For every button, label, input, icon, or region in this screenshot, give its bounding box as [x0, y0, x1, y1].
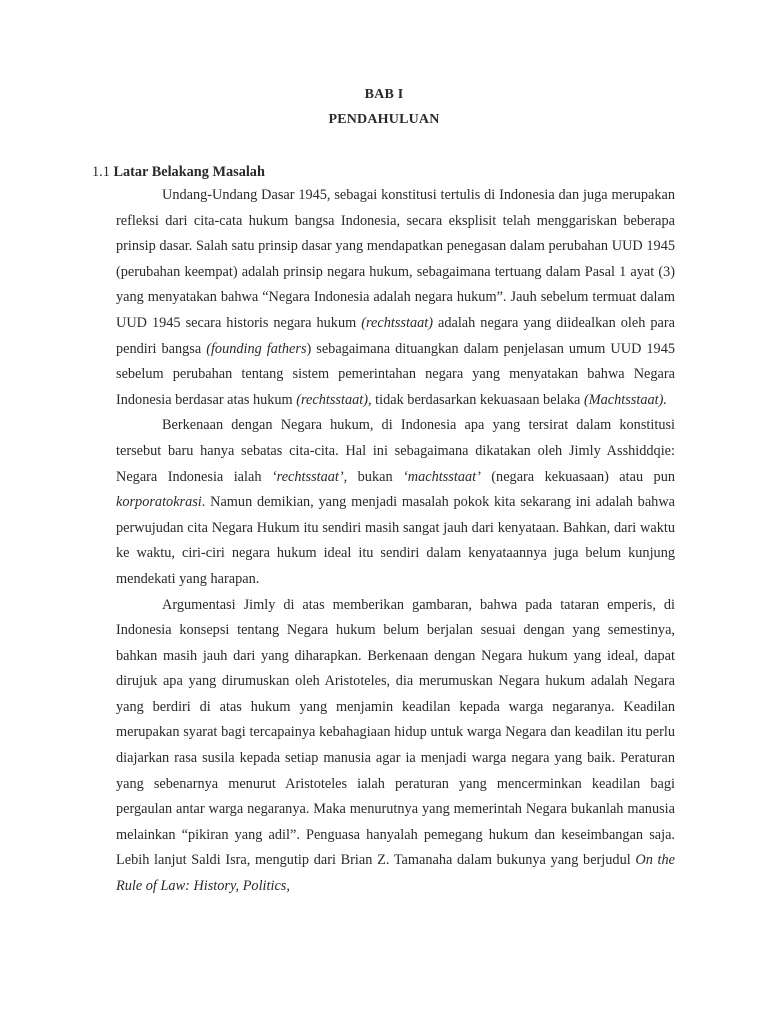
section-number: 1.1	[92, 164, 110, 180]
section-heading	[92, 162, 265, 182]
section-title: Latar Belakang Masalah	[113, 164, 265, 180]
p2-text-2: bukan	[347, 468, 404, 485]
p1-text-2: adalah negara yang diidealkan oleh para pendiri bangsa	[116, 314, 675, 357]
p2-italic-2: ‘machtsstaat’	[403, 468, 481, 485]
p3-italic-1: On the Rule of Law: History, Politics,	[116, 852, 675, 895]
p3-text-1: Argumentasi Jimly di atas memberikan gambaran, bahwa pada tataran emperis, di Indonesia konsepsi tentang Negara hukum belum berjalan sesuai dengan yang semestinya, bahkan masih jauh dari yang diharapkan. Berkenaan dengan Negara hukum yang ideal, dapat dirujuk apa yang dirumuskan oleh Aristoteles, dia merumuskan Negara hukum adalah Negara yang berdiri di atas hukum yang menjamin keadilan kepada warga negaranya. Keadilan merupakan syarat bagi tercapainya kebahagiaan hidup untuk warga Negara dan keadilan itu perlu diajarkan rasa susila kepada setiap manusia agar ia menjadi warga negara yang baik. Peraturan yang sebenarnya menurut Aristoteles ialah peraturan yang mencerminkan keadilan bagi pergaulan antar warga negaranya. Maka menurutnya yang memerintah Negara bukanlah manusia melainkan “pikiran yang adil”. Penguasa hanyalah pemegang hukum dan keseimbangan saja. Lebih lanjut Saldi Isra, mengutip dari Brian Z. Tamanaha dalam bukunya yang berjudul	[116, 596, 675, 869]
p1-text-4: tidak berdasarkan kekuasaan belaka	[371, 391, 584, 408]
p2-italic-3: korporatokrasi	[116, 494, 202, 511]
p1-text-1: Undang-Undang Dasar 1945, sebagai konstitusi tertulis di Indonesia dan juga merupakan refleksi dari cita-cata hukum bangsa Indonesia, secara eksplisit telah menggariskan beberapa prinsip dasar. Salah satu prinsip dasar yang mendapatkan penegasan dalam perubahan UUD 1945 (perubahan keempat) adalah prinsip negara hukum, sebagaimana tertuang dalam Pasal 1 ayat (3) yang menyatakan bahwa “Negara Indonesia adalah negara hukum”. Jauh sebelum termuat dalam UUD 1945 secara historis negara hukum	[116, 187, 675, 331]
p2-text-4: . Namun demikian, yang menjadi masalah pokok kita sekarang ini adalah bahwa perwujudan cita Negara Hukum itu sendiri masih sangat jauh dari kenyataan. Bahkan, dari waktu ke waktu, ciri-ciri negara hukum ideal itu sendiri dalam kenyataannya juga belum kunjung mendekati yang harapan.	[116, 494, 675, 587]
paragraph-1	[116, 183, 675, 413]
p1-italic-1: (rechtsstaat)	[361, 314, 433, 331]
chapter-title: PENDAHULUAN	[328, 112, 440, 127]
p2-italic-1: ‘rechtsstaat’,	[271, 468, 348, 485]
p2-text-1: Berkenaan dengan Negara hukum, di Indonesia apa yang tersirat dalam konstitusi tersebut baru hanya sebatas cita-cita. Hal ini sebagaimana dikatakan oleh Jimly Asshiddqie: Negara Indonesia ialah	[116, 417, 675, 485]
p1-text-3: ) sebagaimana dituangkan dalam penjelasan umum UUD 1945 sebelum perubahan tentang sistem pemerintahan negara yang menyatakan bahwa Negara Indonesia berdasar atas hukum	[116, 340, 675, 408]
p1-italic-4: (Machtsstaat).	[583, 391, 667, 408]
p1-italic-2: (founding fathers	[206, 340, 307, 357]
p2-text-3: (negara kekuasaan) atau pun	[480, 468, 675, 485]
paragraph-2	[116, 413, 675, 592]
p1-italic-3: (rechtsstaat),	[296, 391, 372, 408]
body-text	[116, 183, 675, 900]
chapter-label: BAB I	[364, 87, 404, 102]
paragraph-3	[116, 593, 675, 900]
